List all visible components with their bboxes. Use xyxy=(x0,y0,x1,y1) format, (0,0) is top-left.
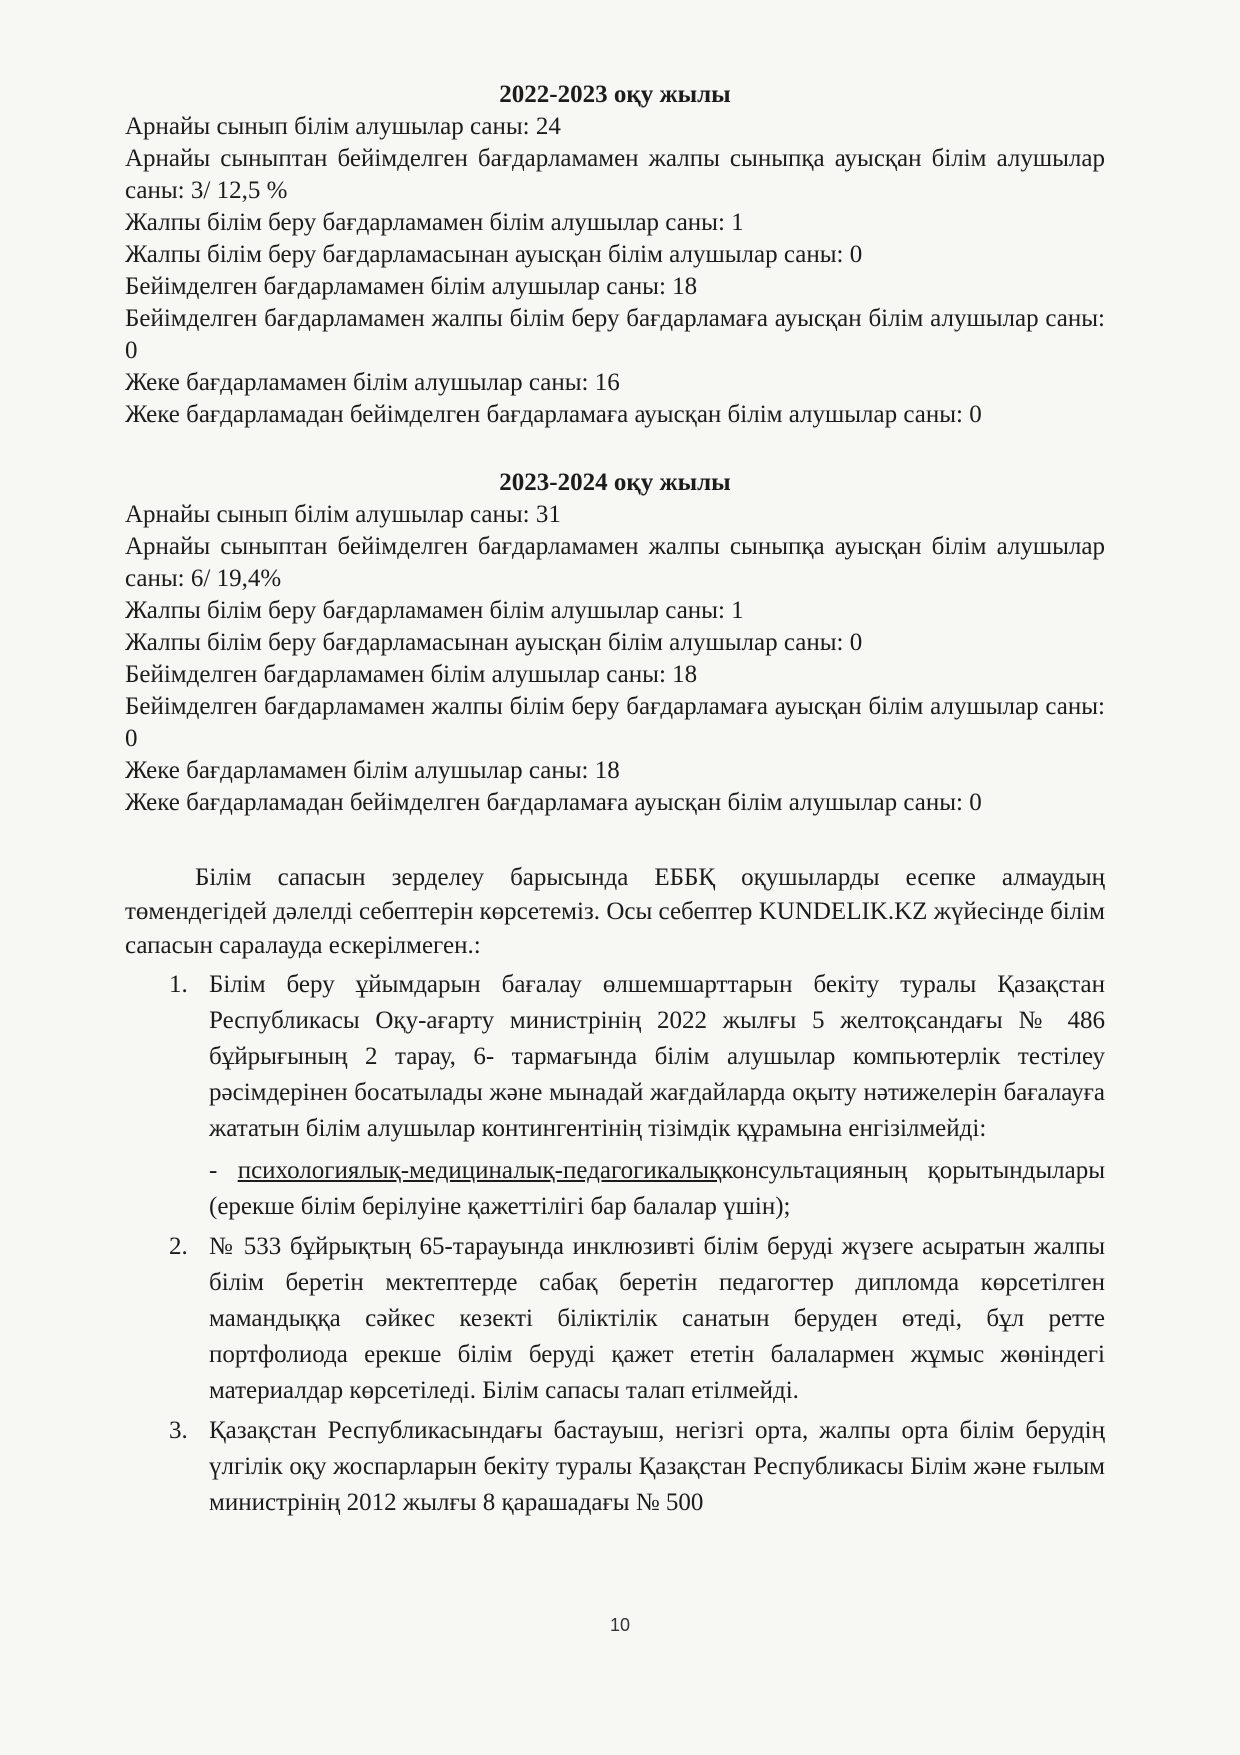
stat-line: Жалпы білім беру бағдарламамен білім алушылар саны: 1 xyxy=(125,209,744,236)
section-2022-2023 xyxy=(125,79,1105,431)
list-item-subpoint xyxy=(209,1153,1105,1225)
list-item xyxy=(125,967,1105,1225)
stat-line: Жеке бағдарламадан бейімделген бағдарламаға ауысқан білім алушылар саны: 0 xyxy=(125,401,982,428)
list-item-text: Білім беру ұйымдарын бағалау өлшемшарттарын бекіту туралы Қазақстан Республикасы Оқу-ағарту министрінің 2022 жылғы 5 желтоқсандағы № 486 бұйрығының 2 тарау, 6- тармағында білім алушылар компьютерлік тестілеу рәсімдерінен босатылады және мынадай жағдайларда оқыту нәтижелерін бағалауға жататын білім алушылар контингентінің тізімдік құрамына енгізілмейді: xyxy=(209,971,1105,1142)
list-item-number: 3. xyxy=(169,1417,188,1444)
intro-paragraph: Білім сапасын зерделеу барысында ЕББҚ оқушыларды есепке алмаудың төмендегідей дәлелді себептерін көрсетеміз. Осы себептер KUNDELIK.KZ жүйесінде білім сапасын саралауда ескерілмеген.: xyxy=(125,864,1105,959)
subpoint-dash: - xyxy=(209,1157,238,1184)
stat-line: Арнайы сыныптан бейімделген бағдарламамен жалпы сыныпқа ауысқан білім алушылар саны: 3/ 12,5 % xyxy=(125,145,1105,204)
section-heading: 2022-2023 оқу жылы xyxy=(499,81,731,108)
list-item xyxy=(125,1229,1105,1409)
stat-line: Бейімделген бағдарламамен білім алушылар саны: 18 xyxy=(125,273,698,300)
stat-line: Жалпы білім беру бағдарламамен білім алушылар саны: 1 xyxy=(125,597,744,624)
stat-line: Бейімделген бағдарламамен жалпы білім беру бағдарламаға ауысқан білім алушылар саны: 0 xyxy=(125,305,1105,364)
page-content xyxy=(125,79,1105,1525)
stat-line: Жеке бағдарламадан бейімделген бағдарламаға ауысқан білім алушылар саны: 0 xyxy=(125,789,982,816)
list-item xyxy=(125,1413,1105,1521)
stat-line: Жеке бағдарламамен білім алушылар саны: 16 xyxy=(125,369,620,396)
page-number: 10 xyxy=(609,1615,631,1635)
reasons-list xyxy=(125,967,1105,1521)
list-item-number: 1. xyxy=(169,971,188,998)
subpoint-underlined-term: психологиялық-медициналық-педагогикалық xyxy=(237,1157,722,1184)
section-heading: 2023-2024 оқу жылы xyxy=(499,469,731,496)
stat-line: Арнайы сыныптан бейімделген бағдарламамен жалпы сыныпқа ауысқан білім алушылар саны: 6/ 19,4% xyxy=(125,533,1105,592)
stat-line: Жеке бағдарламамен білім алушылар саны: 18 xyxy=(125,757,620,784)
list-item-number: 2. xyxy=(169,1233,188,1260)
subpoint-text: консультацияның қорытындылары (ерекше білім берілуіне қажеттілігі бар балалар үшін); xyxy=(209,1157,1106,1220)
stat-line: Арнайы сынып білім алушылар саны: 24 xyxy=(125,113,561,140)
stat-line: Жалпы білім беру бағдарламасынан ауысқан білім алушылар саны: 0 xyxy=(125,241,863,268)
stat-line: Бейімделген бағдарламамен жалпы білім беру бағдарламаға ауысқан білім алушылар саны: 0 xyxy=(125,693,1105,752)
list-item-text: Қазақстан Республикасындағы бастауыш, негізгі орта, жалпы орта білім берудің үлгілік оқу жоспарларын бекіту туралы Қазақстан Республикасы Білім және ғылым министрінің 2012 жылғы 8 қарашадағы № 500 xyxy=(209,1417,1105,1516)
list-item-text: № 533 бұйрықтың 65-тарауында инклюзивті білім беруді жүзеге асыратын жалпы білім беретін мектептерде сабақ беретін педагогтер дипломда көрсетілген мамандыққа сәйкес кезекті біліктілік санатын беруден өтеді, бұл ретте портфолиода ерекше білім беруді қажет ететін балалармен жұмыс жөніндегі материалдар көрсетіледі. Білім сапасы талап етілмейді. xyxy=(209,1233,1105,1404)
stat-line: Арнайы сынып білім алушылар саны: 31 xyxy=(125,501,561,528)
section-2023-2024 xyxy=(125,467,1105,819)
stat-line: Бейімделген бағдарламамен білім алушылар саны: 18 xyxy=(125,661,698,688)
stat-line: Жалпы білім беру бағдарламасынан ауысқан білім алушылар саны: 0 xyxy=(125,629,863,656)
